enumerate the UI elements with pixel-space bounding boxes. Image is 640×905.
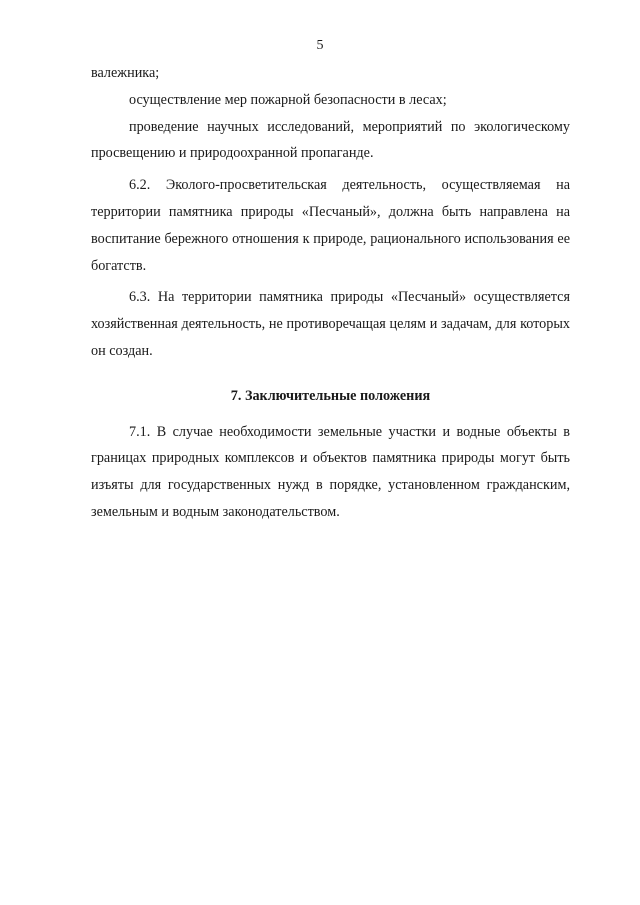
paragraph-6-2: 6.2. Эколого-просветительская деятельность, осуществляемая на территории памятника природы «Песчаный», должна быть направлена на воспитание бережного отношения к природе, рационального использования ее богатств.: [91, 177, 570, 274]
paragraph-6-3: 6.3. На территории памятника природы «Песчаный» осуществляется хозяйственная деятельность, не противоречащая целям и задачам, для которых он создан.: [91, 289, 570, 359]
paragraph-7-1: 7.1. В случае необходимости земельные участки и водные объекты в границах природных комплексов и объектов памятника природы могут быть изъяты для государственных нужд в порядке, установленном гражданским, земельным и водным законодательством.: [91, 423, 570, 520]
page-number: 5: [316, 38, 324, 53]
paragraph-continuation: валежника;: [91, 65, 160, 81]
paragraph-fire-safety: осуществление мер пожарной безопасности в лесах;: [129, 91, 447, 108]
paragraph-research: проведение научных исследований, мероприятий по экологическому просвещению и природоохранной пропаганде.: [91, 118, 570, 162]
section-heading: 7. Заключительные положения: [230, 387, 431, 404]
document-body: [91, 60, 570, 526]
